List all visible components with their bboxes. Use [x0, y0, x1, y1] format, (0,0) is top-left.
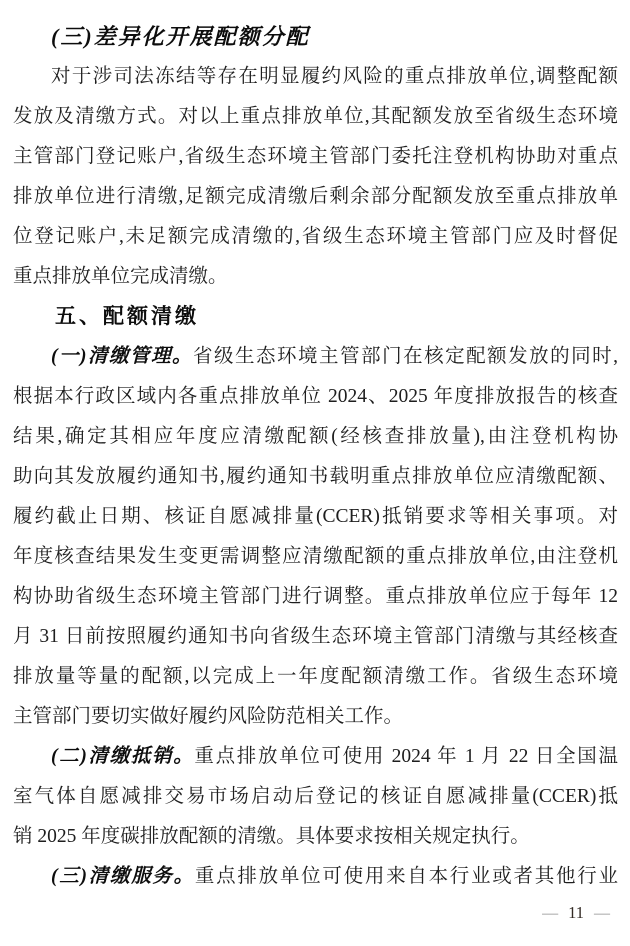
text-line: 主管部门登记账户,省级生态环境主管部门委托注登机构协助对重点	[13, 146, 618, 167]
section-heading-differentiated-allocation: (三)差异化开展配额分配	[51, 24, 310, 49]
section-heading-quota-surrender: 五、配额清缴	[55, 305, 199, 328]
text-line: 年度核查结果发生变更需调整应清缴配额的重点排放单位,由注登机	[13, 546, 618, 567]
text-line: 履约截止日期、核证自愿减排量(CCER)抵销要求等相关事项。对	[13, 506, 618, 527]
text-line: 根据本行政区域内各重点排放单位 2024、2025 年度排放报告的核查	[13, 386, 618, 407]
paragraph-risk-units	[13, 57, 618, 297]
text-line: 主管部门要切实做好履约风险防范相关工作。	[13, 706, 404, 727]
text-line: 位登记账户,未足额完成清缴的,省级生态环境主管部门应及时督促	[13, 226, 618, 247]
text-line: 室气体自愿减排交易市场启动后登记的核证自愿减排量(CCER)抵	[13, 786, 618, 807]
paragraph-surrender-service	[13, 857, 618, 897]
text-line: 排放单位进行清缴,足额完成清缴后剩余部分配额发放至重点排放单	[13, 186, 618, 207]
text-line: 销 2025 年度碳排放配额的清缴。具体要求按相关规定执行。	[13, 826, 530, 847]
text-line	[13, 857, 618, 897]
text-line: 对于涉司法冻结等存在明显履约风险的重点排放单位,调整配额	[51, 66, 618, 87]
text-line: 构协助省级生态环境主管部门进行调整。重点排放单位应于每年 12	[13, 586, 618, 607]
paragraph-surrender-management	[13, 337, 618, 737]
text-line	[13, 337, 618, 377]
text-line: 助向其发放履约通知书,履约通知书载明重点排放单位应清缴配额、	[13, 466, 618, 487]
page-footer	[542, 904, 610, 923]
item-label-surrender-management: (一)清缴管理。	[51, 346, 194, 367]
text-line: 排放量等量的配额,以完成上一年度配额清缴工作。省级生态环境	[13, 666, 618, 687]
text-line: 重点排放单位完成清缴。	[13, 266, 228, 287]
text-line	[13, 737, 618, 777]
text-line: 结果,确定其相应年度应清缴配额(经核查排放量),由注登机构协	[13, 426, 618, 447]
text-line: 月 31 日前按照履约通知书向省级生态环境主管部门清缴与其经核查	[13, 626, 618, 647]
text-run: 重点排放单位可使用来自本行业或者其他行业	[194, 866, 618, 887]
footer-dash-right: —	[594, 905, 610, 922]
text-line: 发放及清缴方式。对以上重点排放单位,其配额发放至省级生态环境	[13, 106, 618, 127]
text-run: 省级生态环境主管部门在核定配额发放的同时,	[193, 346, 618, 367]
page-number: 11	[568, 903, 584, 922]
footer-dash-left: —	[542, 905, 559, 922]
item-label-surrender-service: (三)清缴服务。	[51, 866, 195, 887]
text-run: 重点排放单位可使用 2024 年 1 月 22 日全国温	[194, 746, 618, 767]
item-label-surrender-offset: (二)清缴抵销。	[51, 746, 195, 767]
paragraph-surrender-offset	[13, 737, 618, 857]
